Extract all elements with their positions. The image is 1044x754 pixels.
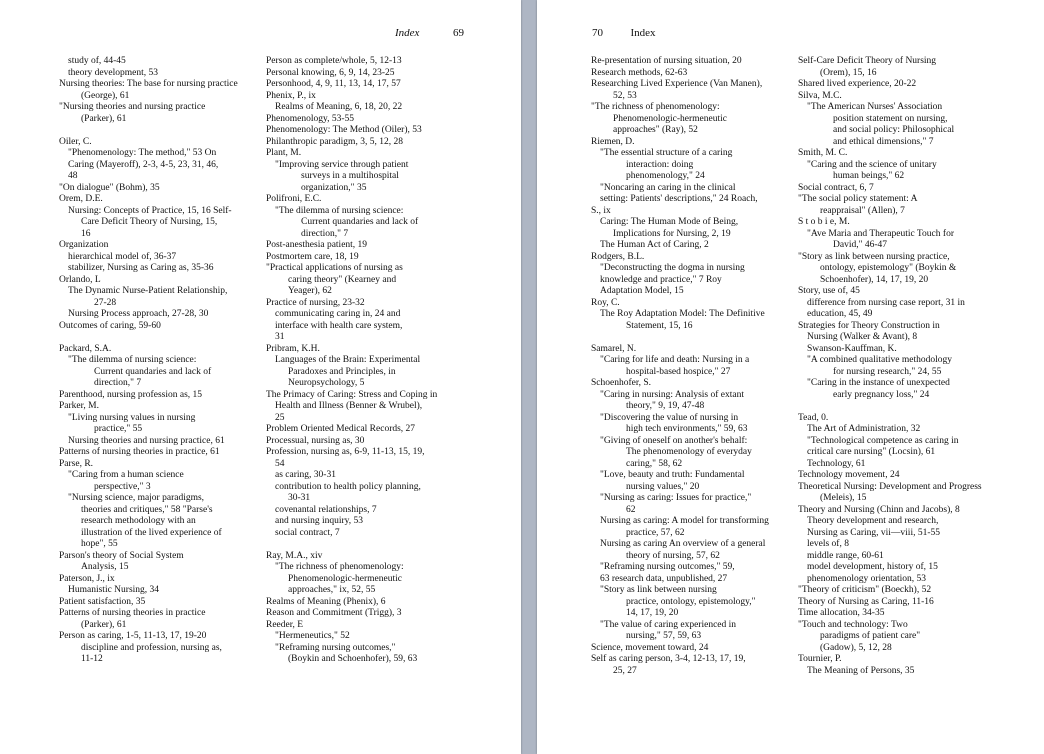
index-entry: Theoretical Nursing: Development and Progress <box>798 481 982 492</box>
index-subentry: practice, ontology, epistemology," <box>626 596 756 607</box>
index-entry: "Practical applications of nursing as <box>266 263 403 273</box>
index-subentry: "Caring from a human science <box>68 470 184 480</box>
index-entry: Schoenhofer, S. <box>591 378 652 388</box>
index-entry: Phenix, P., ix <box>266 90 316 101</box>
index-subentry: direction," 7 <box>301 228 349 239</box>
index-subentry: approaches," ix, 52, 55 <box>288 585 376 595</box>
index-subentry: levels of, 8 <box>807 539 849 549</box>
index-subentry: "Phenomenology: The method," 53 On <box>68 148 217 158</box>
index-subentry: Analysis, 15 <box>81 562 129 572</box>
index-entry: Reeder, E <box>266 619 304 630</box>
index-subentry: surveys in a multihospital <box>301 171 399 181</box>
index-entry: Patterns of nursing theories in practice, 61 <box>59 447 220 457</box>
index-column-2 <box>798 56 994 677</box>
index-subentry: The Human Act of Caring, 2 <box>600 240 709 250</box>
index-subentry: "The value of caring experienced in <box>600 619 737 630</box>
index-subentry: perspective," 3 <box>94 481 151 492</box>
index-subentry: "Caring in the instance of unexpected <box>807 378 950 388</box>
index-subentry: "The American Nurses' Association <box>807 102 943 112</box>
index-subentry: approaches" (Ray), 52 <box>613 125 698 135</box>
index-subentry: 62 <box>626 504 636 515</box>
index-entry: Problem Oriented Medical Records, 27 <box>266 424 416 434</box>
index-subentry: 48 <box>68 171 78 181</box>
index-entry: Processual, nursing as, 30 <box>266 435 365 446</box>
index-entry: Post-anesthesia patient, 19 <box>266 240 368 250</box>
index-entry: Theory and Nursing (Chinn and Jacobs), 8 <box>798 504 960 515</box>
index-subentry: caring theory" (Kearney and <box>288 274 397 285</box>
index-subentry: Realms of Meaning, 6, 18, 20, 22 <box>275 102 403 112</box>
index-entry: Orem, D.E. <box>59 194 103 204</box>
index-entry: S t o b i e, M. <box>798 217 850 227</box>
running-head <box>592 27 656 39</box>
index-subentry: Paradoxes and Principles, in <box>288 366 396 377</box>
index-subentry: phenomenology," 24 <box>626 171 705 181</box>
index-subentry: critical care nursing" (Locsin), 61 <box>807 447 936 457</box>
index-subentry: caring," 58, 62 <box>626 458 683 469</box>
index-entry: Technology movement, 24 <box>798 470 900 480</box>
index-subentry: Nursing: Concepts of Practice, 15, 16 Self- <box>68 205 232 216</box>
index-subentry: Care Deficit Theory of Nursing, 15, <box>81 217 218 227</box>
index-subentry: "Caring for life and death: Nursing in a <box>600 355 750 365</box>
index-entry: Organization <box>59 240 109 250</box>
index-entry: Ray, M.A., xiv <box>266 550 323 561</box>
left-page <box>0 0 521 754</box>
index-subentry: 54 <box>275 458 285 469</box>
index-subentry: Humanistic Nursing, 34 <box>68 585 160 595</box>
index-subentry: middle range, 60-61 <box>807 550 884 561</box>
index-subentry: practice, 57, 62 <box>626 527 685 538</box>
blank-line <box>266 539 464 551</box>
index-entry: Parenthood, nursing profession as, 15 <box>59 389 203 400</box>
index-subentry: 25, 27 <box>613 665 637 676</box>
running-head-title: Index <box>630 27 656 39</box>
index-entry: S., ix <box>591 205 611 216</box>
index-entry: Parse, R. <box>59 458 94 469</box>
index-entry: Re-presentation of nursing situation, 20 <box>591 56 742 66</box>
index-subentry: covenantal relationships, 7 <box>275 504 377 515</box>
index-entry: Time allocation, 34-35 <box>798 608 885 618</box>
index-entry: Polifroni, E.C. <box>266 194 322 204</box>
index-subentry: The Meaning of Persons, 35 <box>807 665 915 676</box>
index-subentry: reappraisal" (Allen), 7 <box>820 205 905 216</box>
index-subentry: "Caring and the science of unitary <box>807 159 937 170</box>
index-subentry: Caring (Mayeroff), 2-3, 4-5, 23, 31, 46, <box>68 159 219 170</box>
index-subentry: 30-31 <box>288 493 311 503</box>
index-subentry: Yeager), 62 <box>288 286 332 296</box>
index-subentry: stabilizer, Nursing as Caring as, 35-36 <box>68 263 214 273</box>
index-subentry: 52, 53 <box>613 90 637 101</box>
index-entry: Researching Lived Experience (Van Manen), <box>591 79 763 89</box>
blank-line <box>591 332 787 344</box>
index-entry: "The social policy statement: A <box>798 194 918 204</box>
index-entry: Parson's theory of Social System <box>59 550 184 561</box>
index-entry: Personhood, 4, 9, 11, 13, 14, 17, 57 <box>266 79 401 89</box>
index-subentry: theories and critiques," 58 "Parse's <box>81 504 213 515</box>
index-subentry: Neuropsychology, 5 <box>288 378 365 388</box>
index-entry: "On dialogue" (Bohm), 35 <box>59 182 160 193</box>
index-entry: Self as caring person, 3-4, 12-13, 17, 19, <box>591 654 746 664</box>
index-subentry: organization," 35 <box>301 182 367 193</box>
index-subentry: (George), 61 <box>81 90 130 101</box>
index-column-1 <box>591 56 787 677</box>
index-subentry: "Improving service through patient <box>275 159 409 170</box>
index-entry: Shared lived experience, 20-22 <box>798 79 917 89</box>
index-subentry: practice," 55 <box>94 424 143 434</box>
index-subentry: Current quandaries and lack of <box>301 217 419 227</box>
index-entry: Reason and Commitment (Trigg), 3 <box>266 608 402 618</box>
page-number: 69 <box>452 27 464 39</box>
index-entry: Tournier, P. <box>798 654 842 664</box>
index-entry: Patterns of nursing theories in practice <box>59 608 206 618</box>
index-subentry: (Boykin and Schoenhofer), 59, 63 <box>288 654 418 664</box>
index-subentry: Statement, 15, 16 <box>626 320 693 331</box>
index-subentry: "Caring in nursing: Analysis of extant <box>600 389 744 400</box>
index-subentry: "The dilemma of nursing science: <box>68 355 197 365</box>
index-entry: Nursing theories: The base for nursing practice <box>59 79 238 89</box>
index-subentry: "A combined qualitative methodology <box>807 355 953 365</box>
index-subentry: Nursing Process approach, 27-28, 30 <box>68 309 209 319</box>
index-entry: Paterson, J., ix <box>59 573 115 584</box>
index-subentry: Languages of the Brain: Experimental <box>275 355 421 365</box>
index-subentry: Health and Illness (Benner & Wrubel), <box>275 401 423 411</box>
index-subentry: "Discovering the value of nursing in <box>600 412 739 423</box>
index-entry: "The richness of phenomenology: <box>591 102 720 112</box>
index-subentry: 14, 17, 19, 20 <box>626 608 679 618</box>
index-subentry: "Reframing nursing outcomes," <box>275 642 396 653</box>
index-subentry: "Giving of oneself on another's behalf: <box>600 435 748 446</box>
index-subentry: "Living nursing values in nursing <box>68 412 196 423</box>
index-subentry: Nursing (Walker & Avant), 8 <box>807 332 918 342</box>
index-entry: Practice of nursing, 23-32 <box>266 297 365 308</box>
index-subentry: interface with health care system, <box>275 320 403 331</box>
index-entry: Science, movement toward, 24 <box>591 642 709 653</box>
running-head <box>395 27 464 39</box>
index-subentry: The phenomenology of everyday <box>626 447 752 457</box>
index-entry: Roy, C. <box>591 297 620 308</box>
index-subentry: as caring, 30-31 <box>275 470 336 480</box>
index-entry: Philanthropic paradigm, 3, 5, 12, 28 <box>266 136 403 147</box>
index-entry: Packard, S.A. <box>59 343 112 354</box>
index-entry: Research methods, 62-63 <box>591 67 688 78</box>
index-subentry: difference from nursing case report, 31 in <box>807 297 965 308</box>
blank-line <box>59 125 255 137</box>
index-subentry: phenomenology orientation, 53 <box>807 573 926 584</box>
index-entry: Self-Care Deficit Theory of Nursing <box>798 56 937 66</box>
index-subentry: 63 research data, unpublished, 27 <box>600 573 728 584</box>
index-column-2 <box>266 56 464 666</box>
right-page <box>537 0 1044 754</box>
index-subentry: "The richness of phenomenology: <box>275 562 404 572</box>
index-subentry: discipline and profession, nursing as, <box>81 642 222 653</box>
index-entry: Patient satisfaction, 35 <box>59 596 146 607</box>
index-subentry: and ethical dimensions," 7 <box>833 136 934 147</box>
index-entry: Outcomes of caring, 59-60 <box>59 320 161 331</box>
index-entry: Postmortem care, 18, 19 <box>266 251 359 262</box>
index-entry: Phenomenology, 53-55 <box>266 113 355 124</box>
index-subentry: The Roy Adaptation Model: The Definitive <box>600 309 765 319</box>
index-entry: Realms of Meaning (Phenix), 6 <box>266 596 386 607</box>
index-entry: Strategies for Theory Construction in <box>798 320 940 331</box>
index-subentry: Swanson-Kauffman, K. <box>807 343 897 354</box>
index-subentry: hope", 55 <box>81 539 118 549</box>
index-entry: Parker, M. <box>59 401 99 411</box>
index-subentry: Current quandaries and lack of <box>94 366 212 377</box>
index-subentry: human beings," 62 <box>833 171 905 181</box>
index-subentry: "Story as link between nursing <box>600 585 717 595</box>
index-column-1 <box>59 56 255 666</box>
index-subentry: early pregnancy loss," 24 <box>833 389 930 400</box>
index-subentry: Theory development and research, <box>807 516 939 526</box>
index-subentry: "Noncaring an caring in the clinical <box>600 182 736 193</box>
index-entry: Social contract, 6, 7 <box>798 182 874 193</box>
index-entry: Story, use of, 45 <box>798 286 860 296</box>
index-subentry: contribution to health policy planning, <box>275 481 421 492</box>
index-entry: Personal knowing, 6, 9, 14, 23-25 <box>266 67 395 78</box>
index-entry: Smith, M. C. <box>798 148 848 158</box>
index-subentry: "Deconstructing the dogma in nursing <box>600 263 745 273</box>
index-subentry: high tech environments," 59, 63 <box>626 424 748 434</box>
index-subentry: 27-28 <box>94 297 117 308</box>
index-subentry: direction," 7 <box>94 378 142 388</box>
index-subentry: "The dilemma of nursing science: <box>275 205 404 216</box>
index-subentry: education, 45, 49 <box>807 309 873 319</box>
index-entry: Riemen, D. <box>591 136 635 147</box>
index-subentry: "Love, beauty and truth: Fundamental <box>600 470 745 480</box>
index-entry: Tead, 0. <box>798 412 829 423</box>
index-subentry: Nursing as caring: A model for transforming <box>600 516 769 526</box>
index-subentry: theory of nursing, 57, 62 <box>626 550 720 561</box>
index-subentry: (Gadow), 5, 12, 28 <box>820 642 892 653</box>
index-entry: "Theory of criticism" (Boeckh), 52 <box>798 585 932 595</box>
index-entry: "Touch and technology: Two <box>798 619 908 630</box>
index-subentry: 16 <box>81 228 91 239</box>
index-subentry: Caring: The Human Mode of Being, <box>600 217 739 227</box>
index-entry: Oiler, C. <box>59 136 92 147</box>
index-subentry: Phenomenologic-hermeneutic <box>613 113 727 124</box>
index-subentry: hierarchical model of, 36-37 <box>68 251 177 262</box>
index-subentry: research methodology with an <box>81 516 196 526</box>
index-entry: Person as caring, 1-5, 11-13, 17, 19-20 <box>59 631 207 641</box>
index-subentry: 25 <box>275 412 285 423</box>
index-subentry: study of, 44-45 <box>68 56 126 66</box>
index-subentry: nursing," 57, 59, 63 <box>626 631 702 641</box>
index-entry: Theory of Nursing as Caring, 11-16 <box>798 596 934 607</box>
index-subentry: "Technological competence as caring in <box>807 435 959 446</box>
index-subentry: interaction: doing <box>626 159 694 170</box>
index-subentry: "Reframing nursing outcomes," 59, <box>600 562 735 572</box>
index-subentry: "Nursing science, major paradigms, <box>68 493 205 503</box>
index-subentry: paradigms of patient care" <box>820 631 921 641</box>
blank-line <box>59 332 255 344</box>
page-number: 70 <box>592 27 603 39</box>
index-subentry: The Dynamic Nurse-Patient Relationship, <box>68 286 228 296</box>
index-subentry: position statement on nursing, <box>833 113 948 124</box>
index-subentry: (Parker), 61 <box>81 113 127 124</box>
index-subentry: nursing values," 20 <box>626 481 700 492</box>
index-subentry: for nursing research," 24, 55 <box>833 366 942 377</box>
index-entry: Samarel, N. <box>591 343 637 354</box>
index-entry: "Nursing theories and nursing practice <box>59 102 206 112</box>
index-entry: Orlando, L <box>59 274 101 285</box>
index-subentry: Nursing theories and nursing practice, 61 <box>68 435 225 446</box>
index-entry: Person as complete/whole, 5, 12-13 <box>266 56 402 66</box>
index-subentry: David," 46-47 <box>833 240 888 250</box>
index-subentry: (Parker), 61 <box>81 619 127 630</box>
index-subentry: and nursing inquiry, 53 <box>275 516 364 526</box>
index-subentry: communicating caring in, 24 and <box>275 309 401 319</box>
index-entry: Rodgers, B.L. <box>591 251 645 262</box>
index-subentry: Nursing as caring An overview of a general <box>600 539 766 549</box>
index-entry: Silva, M.C. <box>798 90 842 101</box>
blank-line <box>798 401 994 413</box>
index-subentry: (Meleis), 15 <box>820 493 867 503</box>
index-subentry: model development, history of, 15 <box>807 562 938 572</box>
index-subentry: social contract, 7 <box>275 527 340 538</box>
index-subentry: Nursing as Caring, vii—viii, 51-55 <box>807 527 940 538</box>
index-subentry: theory," 9, 19, 47-48 <box>626 401 705 411</box>
running-head-title: Index <box>395 27 420 39</box>
index-entry: The Primacy of Caring: Stress and Coping in <box>266 389 438 400</box>
index-subentry: Adaptation Model, 15 <box>600 286 684 296</box>
index-subentry: ontology, epistemology" (Boykin & <box>820 263 957 273</box>
index-entry: Phenomenology: The Method (Oiler), 53 <box>266 125 422 135</box>
index-subentry: setting: Patients' descriptions," 24 Roach, <box>600 194 758 204</box>
index-subentry: Technology, 61 <box>807 458 866 469</box>
index-entry: "Story as link between nursing practice, <box>798 251 950 262</box>
index-subentry: "Nursing as caring: Issues for practice," <box>600 493 752 503</box>
index-subentry: "Hermeneutics," 52 <box>275 631 350 641</box>
index-subentry: "The essential structure of a caring <box>600 148 733 158</box>
index-subentry: Phenomenologic-hermeneutic <box>288 573 402 584</box>
index-subentry: The Art of Administration, 32 <box>807 424 921 434</box>
index-subentry: theory development, 53 <box>68 67 158 78</box>
index-subentry: 31 <box>275 332 285 342</box>
index-subentry: knowledge and practice," 7 Roy <box>600 274 722 285</box>
index-entry: Plant, M. <box>266 148 302 158</box>
index-subentry: hospital-based hospice," 27 <box>626 366 731 377</box>
index-entry: Profession, nursing as, 6-9, 11-13, 15, 19, <box>266 447 425 457</box>
index-subentry: (Orem), 15, 16 <box>820 67 877 78</box>
index-subentry: illustration of the lived experience of <box>81 527 222 538</box>
index-subentry: Implications for Nursing, 2, 19 <box>613 228 731 239</box>
index-subentry: "Ave Maria and Therapeutic Touch for <box>807 228 954 239</box>
index-subentry: Schoenhofer), 14, 17, 19, 20 <box>820 274 929 285</box>
index-entry: Pribram, K.H. <box>266 343 320 354</box>
index-subentry: and social policy: Philosophical <box>833 125 955 135</box>
index-subentry: 11-12 <box>81 654 103 664</box>
